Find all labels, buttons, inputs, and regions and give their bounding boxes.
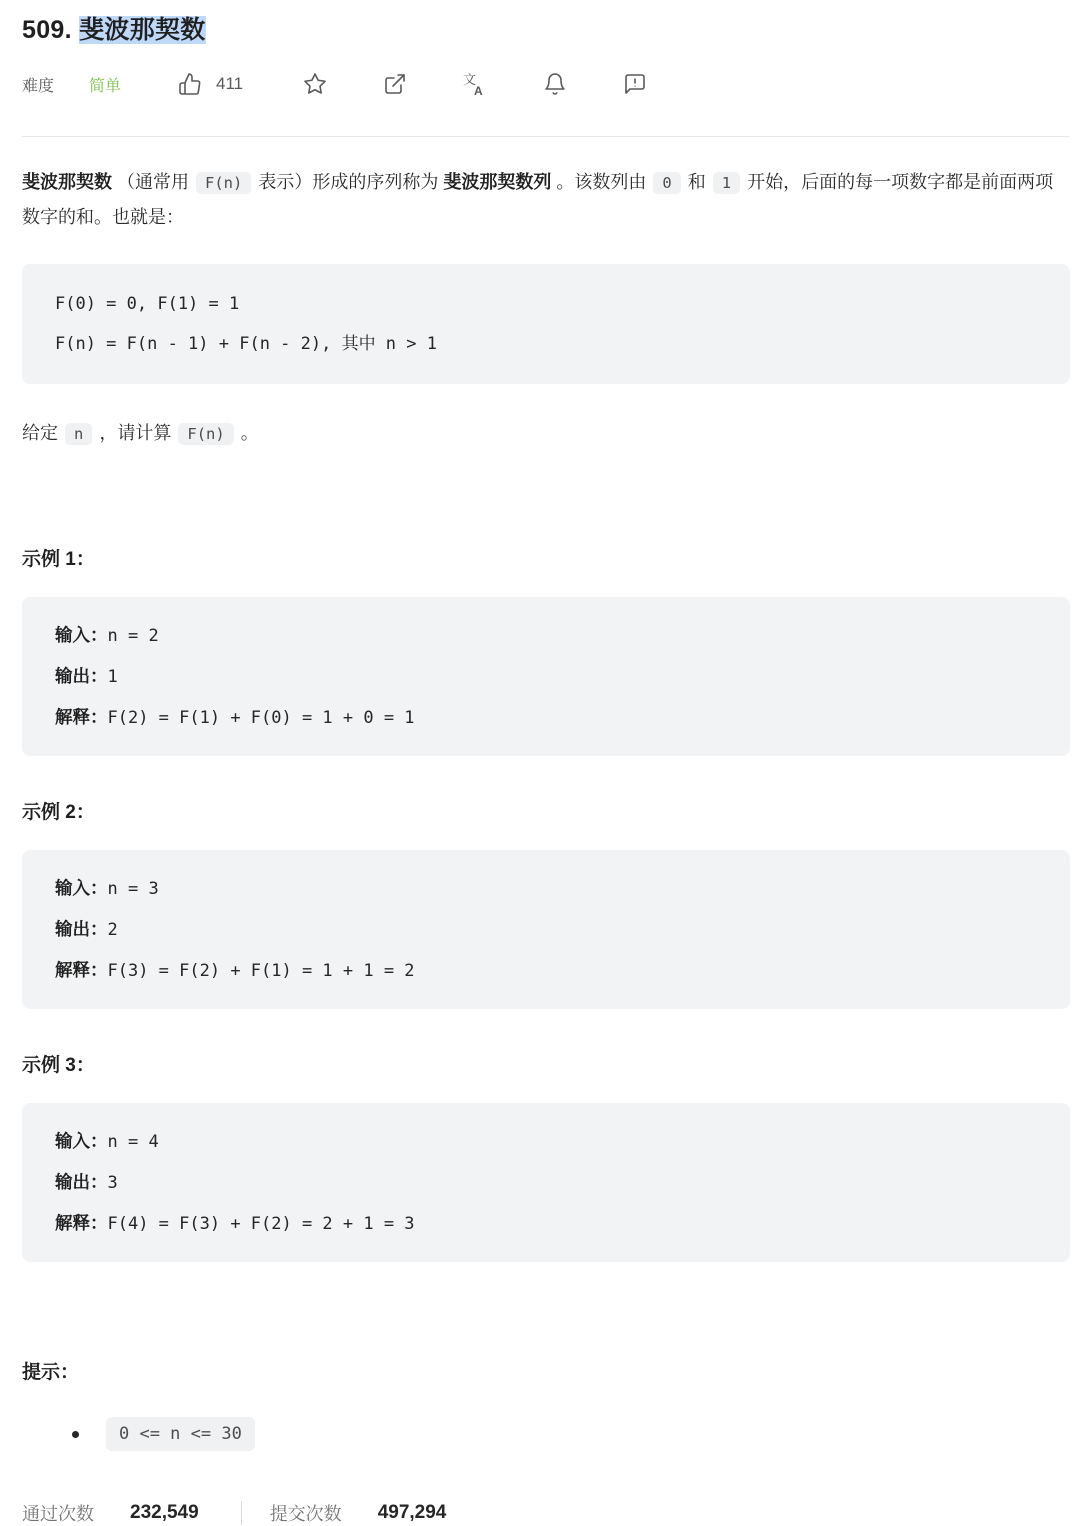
feedback-icon	[623, 72, 647, 96]
output-label: 输出：	[55, 666, 108, 686]
output-value: 3	[107, 1173, 118, 1193]
input-value: n = 4	[107, 1132, 159, 1152]
example-explanation-line	[55, 1203, 1037, 1244]
example-2-block	[22, 850, 1070, 1009]
input-value: n = 3	[107, 879, 159, 899]
output-label: 输出：	[55, 919, 108, 939]
example-2-heading: 示例 2：	[22, 802, 95, 823]
output-value: 1	[107, 667, 118, 687]
example-explanation-line	[55, 697, 1037, 738]
input-label: 输入：	[55, 1131, 108, 1151]
share-icon	[383, 72, 407, 96]
difficulty-label: 难度	[22, 77, 55, 95]
problem-description: 斐波那契数 （通常用 F(n) 表示）形成的序列称为 斐波那契数列 。该数列由 0 和 1 开始，后面的每一项数字都是前面两项数字的和。也就是：	[22, 172, 1054, 227]
output-label: 输出：	[55, 1172, 108, 1192]
bell-icon	[543, 72, 567, 96]
example-input-line	[55, 1121, 1037, 1162]
favorite-button[interactable]	[303, 72, 327, 96]
input-label: 输入：	[55, 878, 108, 898]
desc-bold-term2: 斐波那契数列	[443, 172, 552, 192]
explanation-value: F(3) = F(2) + F(1) = 1 + 1 = 2	[107, 961, 415, 981]
explanation-label: 解释：	[55, 1213, 108, 1233]
share-button[interactable]	[383, 72, 407, 96]
desc-bold-term: 斐波那契数	[22, 172, 112, 192]
bullet-icon	[72, 1431, 79, 1438]
example-3-heading: 示例 3：	[22, 1055, 95, 1076]
accepted-value: 232,549	[130, 1502, 199, 1523]
subscribe-button[interactable]	[543, 72, 567, 96]
example-output-line	[55, 656, 1037, 697]
task-line: 给定 n ，请计算 F(n) 。	[22, 423, 259, 443]
difficulty-badge: 简单	[89, 77, 122, 95]
svg-text:文: 文	[463, 72, 477, 87]
explanation-label: 解释：	[55, 960, 108, 980]
like-count: 411	[216, 74, 244, 93]
translate-icon	[463, 72, 487, 96]
submissions-label: 提交次数	[269, 1504, 342, 1524]
like-button[interactable]	[178, 72, 243, 96]
inline-code-one: 1	[713, 172, 740, 194]
hint-item	[72, 1417, 1070, 1451]
example-explanation-line	[55, 950, 1037, 991]
accepted-label: 通过次数	[22, 1504, 94, 1524]
example-1-block	[22, 597, 1070, 756]
inline-code-n: n	[65, 423, 92, 445]
page-title	[22, 14, 1070, 46]
hints-heading: 提示：	[22, 1362, 80, 1383]
example-output-line	[55, 909, 1037, 950]
example-output-line	[55, 1162, 1037, 1203]
constraint-code: 0 <= n <= 30	[106, 1417, 255, 1451]
title-text-selected: 斐波那契数	[79, 16, 206, 44]
divider	[22, 136, 1070, 137]
submissions-value: 497,294	[377, 1502, 447, 1523]
output-value: 2	[107, 920, 118, 940]
title-number: 509.	[22, 16, 72, 44]
thumbs-up-icon	[178, 72, 202, 96]
example-input-line	[55, 868, 1037, 909]
example-input-line	[55, 615, 1037, 656]
stats-divider	[241, 1501, 242, 1525]
explanation-value: F(2) = F(1) + F(0) = 1 + 0 = 1	[107, 708, 415, 728]
inline-code-fn: F(n)	[196, 172, 251, 194]
stats-row	[22, 1500, 1070, 1526]
svg-text:A: A	[474, 84, 483, 98]
explanation-label: 解释：	[55, 707, 108, 727]
formula-line-1: F(0) = 0, F(1) = 1	[55, 294, 240, 314]
input-label: 输入：	[55, 625, 108, 645]
formula-line-2: F(n) = F(n - 1) + F(n - 2), 其中 n > 1	[55, 334, 437, 354]
feedback-button[interactable]	[623, 72, 647, 96]
formula-block	[22, 264, 1070, 384]
translate-button[interactable]	[463, 72, 487, 96]
example-1-heading: 示例 1：	[22, 549, 95, 570]
inline-code-fn2: F(n)	[178, 423, 233, 445]
inline-code-zero: 0	[653, 172, 680, 194]
star-icon	[303, 72, 327, 96]
toolbar	[22, 70, 1070, 98]
example-3-block	[22, 1103, 1070, 1262]
explanation-value: F(4) = F(3) + F(2) = 2 + 1 = 3	[107, 1214, 415, 1234]
input-value: n = 2	[107, 626, 159, 646]
